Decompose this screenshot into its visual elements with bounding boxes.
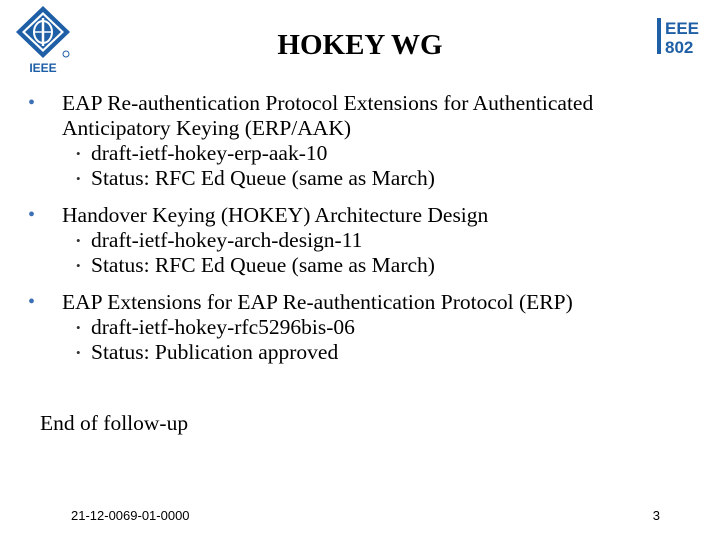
sub-bullet-item: • draft-ietf-hokey-arch-design-11 bbox=[28, 228, 688, 253]
ieee-802-logo-line2: 802 bbox=[665, 38, 694, 57]
footer-page-number: 3 bbox=[652, 508, 660, 523]
bullet-item bbox=[28, 91, 688, 141]
sub-bullet-item: • Status: RFC Ed Queue (same as March) bbox=[28, 253, 688, 278]
sub-bullet-item: • Status: RFC Ed Queue (same as March) bbox=[28, 166, 688, 191]
bullet-list bbox=[28, 91, 688, 365]
ieee-802-logo-icon bbox=[654, 14, 704, 58]
sub-bullet-item: • Status: Publication approved bbox=[28, 340, 688, 365]
footer-doc-number: 21-12-0069-01-0000 bbox=[71, 508, 190, 523]
bullet-group-arch-design bbox=[28, 203, 688, 278]
bullet-text: EAP Re-authentication Protocol Extensions for Authenticated bbox=[62, 91, 594, 115]
bullet-group-erp-aak bbox=[28, 91, 688, 191]
bullet-item: • Handover Keying (HOKEY) Architecture Design bbox=[28, 203, 688, 228]
ieee-logo-text: IEEE bbox=[29, 61, 57, 75]
end-note: End of follow-up bbox=[40, 411, 189, 435]
sub-bullet-item: • draft-ietf-hokey-rfc5296bis-06 bbox=[28, 315, 688, 340]
bullet-group-rfc5296bis bbox=[28, 290, 688, 365]
sub-bullet-item: • draft-ietf-hokey-erp-aak-10 bbox=[28, 141, 688, 166]
ieee-802-logo-line1: EEE bbox=[665, 19, 700, 38]
bullet-text-continued: Anticipatory Keying (ERP/AAK) bbox=[62, 116, 352, 140]
bullet-item: • EAP Extensions for EAP Re-authentication Protocol (ERP) bbox=[28, 290, 688, 315]
page-title: HOKEY WG bbox=[277, 29, 443, 61]
